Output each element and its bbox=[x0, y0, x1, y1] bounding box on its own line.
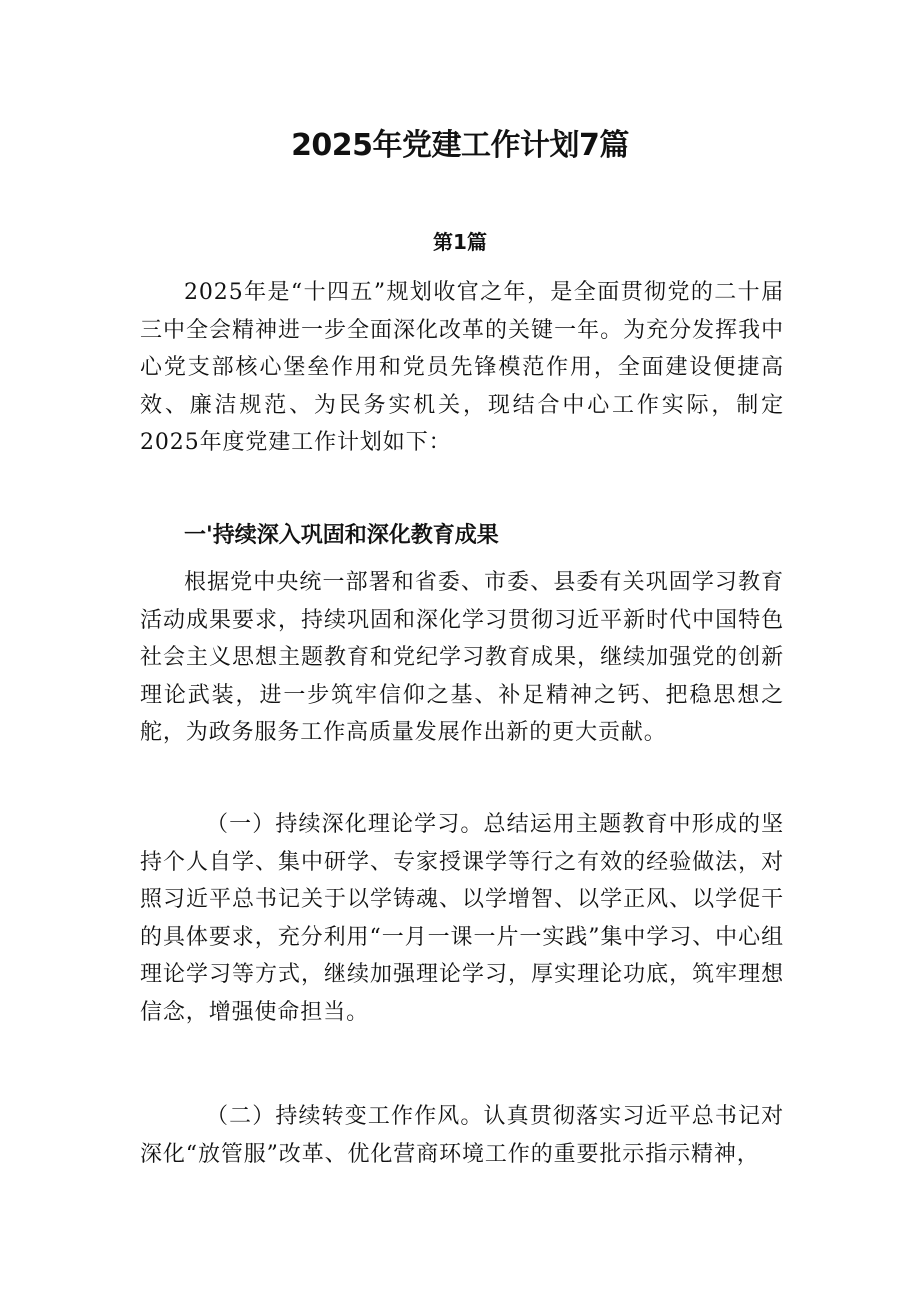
document-title: 2025年党建工作计划7篇 bbox=[291, 128, 629, 163]
section-title: 第1篇 bbox=[433, 230, 487, 254]
section-1-paragraph: 根据党中央统一部署和省委、市委、县委有关巩固学习教育活动成果要求，持续巩固和深化学习贯彻习近平新时代中国特色社会主义思想主题教育和党纪学习教育成果，继续加强党的创新理论武装，进一步筑牢信仰之基、补足精神之钙、把稳思想之舵，为政务服务工作高质量发展作出新的更大贡献。 bbox=[140, 570, 784, 745]
intro-paragraph: 2025年是“十四五”规划收官之年，是全面贯彻党的二十届三中全会精神进一步全面深化改革的关键一年。为充分发挥我中心党支部核心堡垒作用和党员先锋模范作用，全面建设便捷高效、廉洁规范、为民务实机关，现结合中心工作实际，制定2025年度党建工作计划如下： bbox=[140, 280, 784, 455]
item-1-paragraph: （一）持续深化理论学习。总结运用主题教育中形成的坚持个人自学、集中研学、专家授课学等行之有效的经验做法，对照习近平总书记关于以学铸魂、以学增智、以学正风、以学促干的具体要求，充分利用“一月一课一片一实践”集中学习、中心组理论学习等方式，继续加强理论学习，厚实理论功底，筑牢理想信念，增强使命担当。 bbox=[140, 812, 784, 1025]
section-heading-1: 一'持续深入巩固和深化教育成果 bbox=[184, 523, 499, 548]
item-2-paragraph: （二）持续转变工作作风。认真贯彻落实习近平总书记对深化“放管服”改革、优化营商环境工作的重要批示指示精神， bbox=[140, 1104, 784, 1167]
